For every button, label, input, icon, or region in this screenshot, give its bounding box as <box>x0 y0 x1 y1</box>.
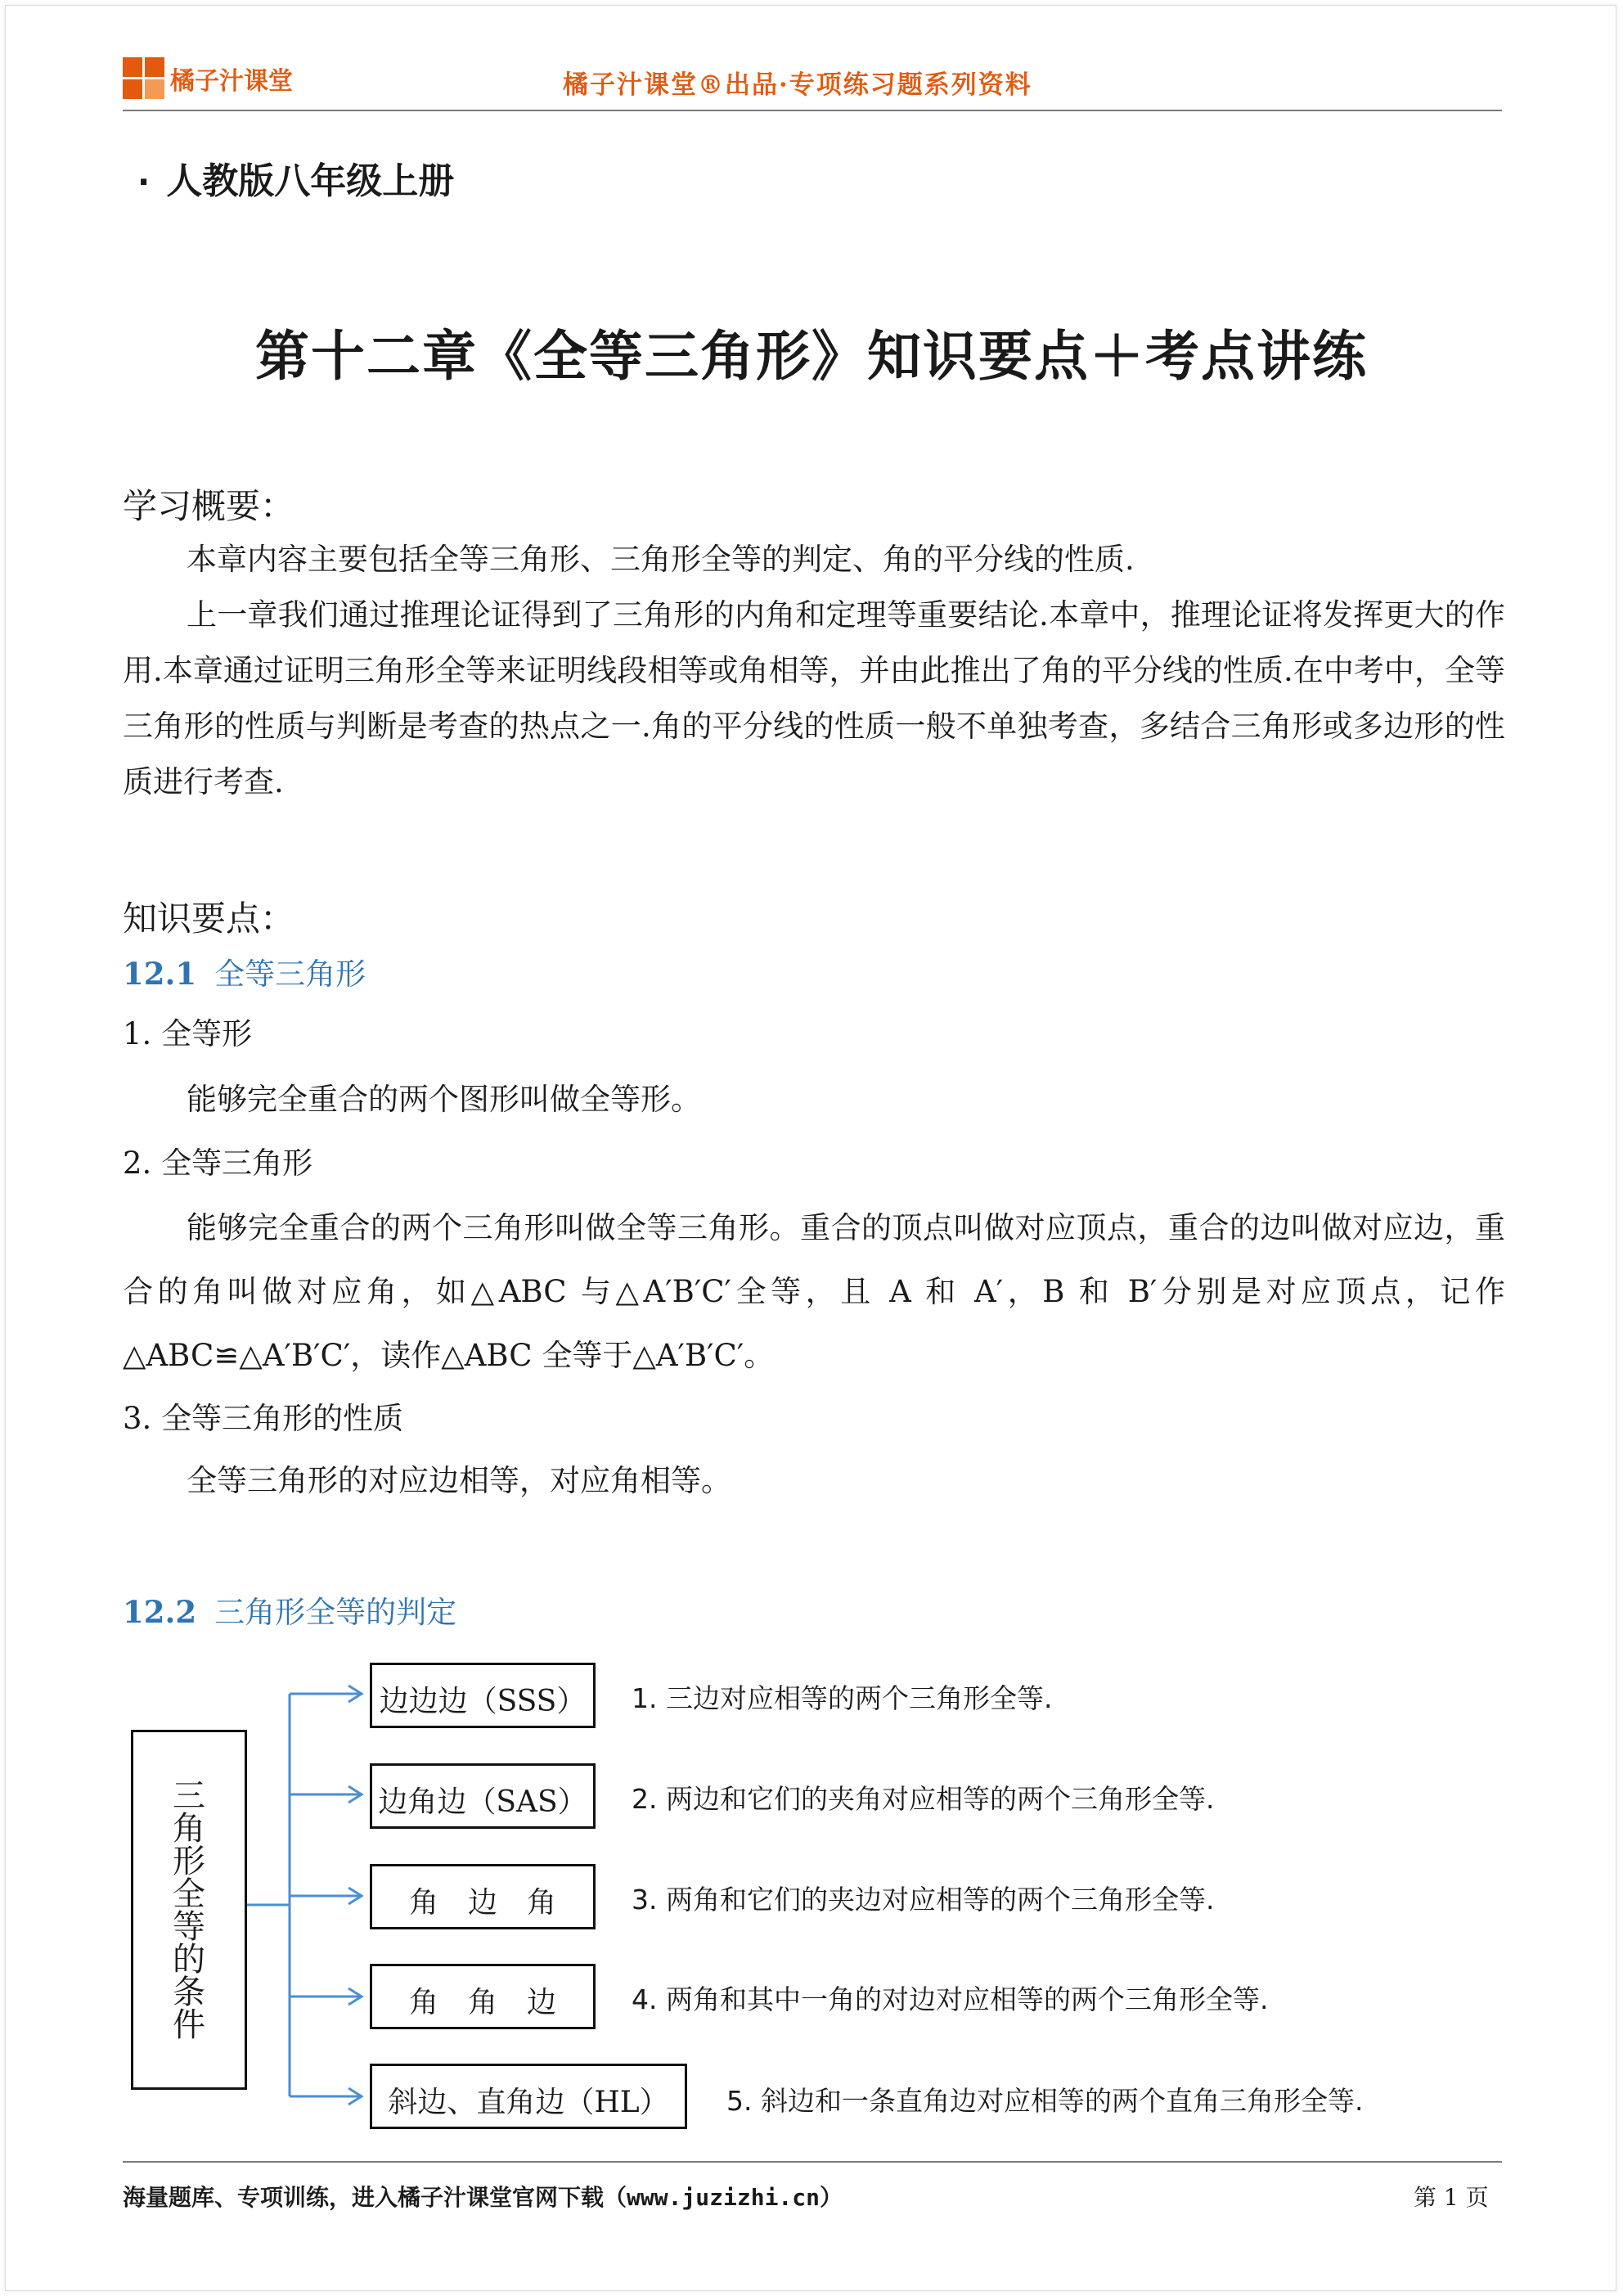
footer-download-note: 海量题库、专项训练，进入橘子汁课堂官网下载（www.juzizhi.cn） <box>123 2184 843 2211</box>
criterion-box-asa <box>370 1864 596 1929</box>
page-number: 第 1 页 <box>1414 2184 1489 2211</box>
criterion-rule: 2. 两边和它们的夹角对应相等的两个三角形全等. <box>632 1783 1215 1815</box>
criterion-label: 边边边（SSS） <box>379 1685 587 1718</box>
criterion-rule: 5. 斜边和一条直角边对应相等的两个直角三角形全等. <box>726 2085 1364 2117</box>
overview-paragraph: 上一章我们通过推理论证得到了三角形的内角和定理等重要结论.本章中，推理论证将发挥更大的作用.本章通过证明三角形全等来证明线段相等或角相等，并由此推出了角的平分线的性质.在中考中，全等三角形的性质与判断是考查的热点之一.角的平分线的性质一般不单独考查，多结合三角形或多边形的性质进行考查. <box>123 597 1505 799</box>
overview-paragraph: 本章内容主要包括全等三角形、三角形全等的判定、角的平分线的性质. <box>187 542 1135 577</box>
criterion-box-sss <box>370 1663 596 1728</box>
criterion-label: 角 边 角 <box>408 1886 556 1920</box>
item-text: 全等三角形的对应边相等，对应角相等。 <box>187 1463 731 1498</box>
criterion-box-aas <box>370 1964 596 2029</box>
section-title: 三角形全等的判定 <box>214 1595 457 1630</box>
item-label: 2. 全等三角形 <box>123 1146 313 1181</box>
brand-name: 橘子汁课堂 <box>170 67 293 96</box>
criteria-root-label: 三角形全等的条件 <box>173 1777 205 2044</box>
bullet-dot: · <box>137 164 151 201</box>
criterion-box-sas <box>370 1763 596 1829</box>
item-text: 能够完全重合的两个三角形叫做全等三角形。重合的顶点叫做对应顶点，重合的边叫做对应边，重合的角叫做对应角，如△ABC 与△A′B′C′全等，且 A 和 A′，B 和 B′分别是对应顶点，记作△ABC≌△A′B′C′，读作△ABC 全等于△A′B′C′。 <box>123 1210 1505 1373</box>
footer-rule <box>123 2161 1502 2163</box>
item-label: 3. 全等三角形的性质 <box>123 1401 404 1436</box>
header-title: 橘子汁课堂®出品·专项练习题系列资料 <box>563 70 1032 100</box>
section-number: 12.2 <box>123 1594 197 1630</box>
document-title: 第十二章《全等三角形》知识要点＋考点讲练 <box>255 325 1368 388</box>
criterion-label: 边角边（SAS） <box>378 1785 587 1819</box>
criterion-rule: 4. 两角和其中一角的对边对应相等的两个三角形全等. <box>632 1983 1269 2015</box>
criterion-label: 斜边、直角边（HL） <box>388 2086 669 2119</box>
item-text: 能够完全重合的两个图形叫做全等形。 <box>187 1082 701 1117</box>
overview-heading: 学习概要： <box>123 486 295 526</box>
section-title: 全等三角形 <box>214 957 366 992</box>
section-number: 12.1 <box>123 956 197 992</box>
criterion-box-hl <box>370 2064 687 2129</box>
knowledge-heading: 知识要点： <box>123 898 295 939</box>
criteria-root-box <box>131 1730 247 2090</box>
criterion-label: 角 角 边 <box>408 1986 556 2019</box>
criterion-rule: 1. 三边对应相等的两个三角形全等. <box>632 1682 1053 1714</box>
edition-text: 人教版八年级上册 <box>166 160 455 202</box>
item-label: 1. 全等形 <box>123 1016 253 1051</box>
criterion-rule: 3. 两角和它们的夹边对应相等的两个三角形全等. <box>632 1884 1215 1916</box>
